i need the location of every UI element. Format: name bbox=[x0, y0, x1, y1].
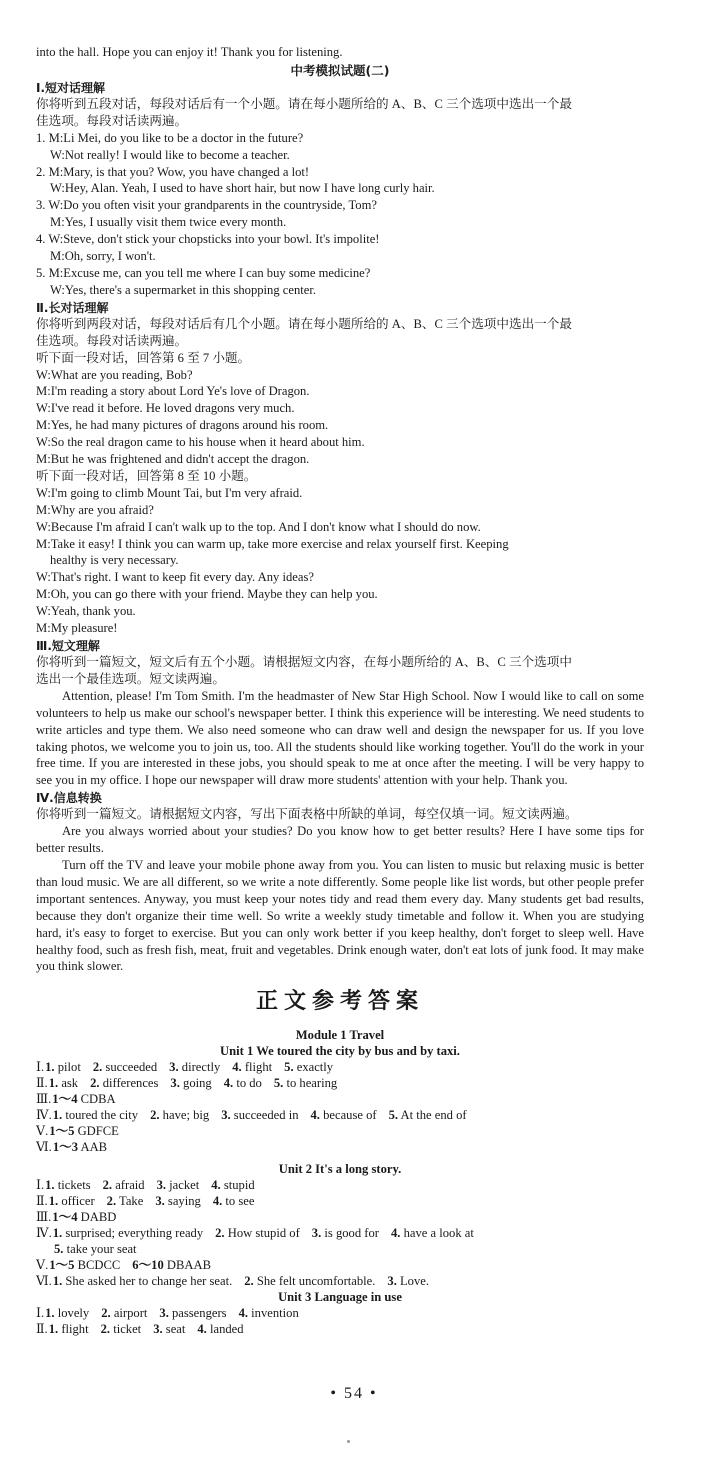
answers-title: 正文参考答案 bbox=[255, 989, 424, 1015]
dialogue-line: M:Oh, sorry, I won't. bbox=[50, 249, 156, 264]
section3-passage: Attention, please! I'm Tom Smith. I'm the headmaster of New Star High School. Now I would like to call on some volunteers to help us make our school's newspaper better. I think this experience will be interesting. We need students to write articles and type them. We also need someone who can draw well and design the newspaper for us. If you love taking photos, we welcome you to join us, too. All the students should like working together. You'll do the work in your free time. If you are interested in these jobs, you should speak to me at once after the meeting. I will be very happy to see you in my office. I hope our newspaper will draw more students' attention with your help. Thank you. bbox=[36, 688, 644, 788]
answer-item: 3. seat bbox=[153, 1322, 186, 1337]
dialogue-line: 2. M:Mary, is that you? Wow, you have changed a lot! bbox=[36, 164, 310, 179]
answer-row bbox=[36, 1139, 644, 1155]
dialogue-line: W:Because I'm afraid I can't walk up to the top. And I don't know what I should do now. bbox=[36, 519, 481, 534]
answer-item: 2. afraid bbox=[102, 1178, 145, 1193]
answer-item: 4. stupid bbox=[211, 1178, 255, 1193]
answer-item: 3. is good for bbox=[311, 1226, 379, 1241]
answer-item: 2. ticket bbox=[100, 1322, 142, 1337]
answer-item: 6～10 DBAAB bbox=[132, 1258, 211, 1273]
answer-row bbox=[36, 1075, 644, 1091]
dialogue-line: M:Take it easy! I think you can warm up, take more exercise and relax yourself first. Keeping bbox=[36, 536, 509, 551]
dialogue-line: W:Yes, there's a supermarket in this shopping center. bbox=[50, 282, 316, 297]
answer-item: 2. She felt uncomfortable. bbox=[244, 1274, 376, 1289]
answer-item: 3. passengers bbox=[159, 1306, 227, 1321]
section4-paragraph-1: Are you always worried about your studies? Do you know how to get better results? Here I have some tips for better results. bbox=[36, 824, 644, 856]
dialogue-line: W:What are you reading, Bob? bbox=[36, 367, 193, 382]
dialogue-line: 1. M:Li Mei, do you like to be a doctor in the future? bbox=[36, 130, 304, 145]
answer-item: 1. toured the city bbox=[52, 1108, 139, 1123]
section2-instruction-cont: 佳选项。每段对话读两遍。 bbox=[36, 333, 188, 348]
answer-row bbox=[36, 1193, 644, 1209]
section3-title: Ⅲ.短文理解 bbox=[36, 639, 100, 653]
unit1-answers bbox=[36, 1059, 644, 1155]
roman-numeral: Ⅱ. bbox=[36, 1194, 48, 1209]
section1-dialogues bbox=[36, 130, 644, 299]
answer-item: 5. to hearing bbox=[273, 1076, 338, 1091]
answer-row bbox=[36, 1209, 644, 1225]
answer-item: 4. invention bbox=[238, 1306, 299, 1321]
answer-item: 2. Take bbox=[106, 1194, 144, 1209]
roman-numeral: Ⅰ. bbox=[36, 1060, 45, 1075]
answer-item: 1～5 GDFCE bbox=[49, 1124, 119, 1139]
unit2-heading: Unit 2 It's a long story. bbox=[278, 1162, 402, 1177]
answer-item: 5. At the end of bbox=[388, 1108, 467, 1123]
dialogue-line: M:My pleasure! bbox=[36, 621, 118, 636]
unit3-heading: Unit 3 Language in use bbox=[278, 1290, 402, 1305]
dialogue-line: healthy is very necessary. bbox=[50, 553, 179, 568]
dialogue-line: W:I've read it before. He loved dragons very much. bbox=[36, 401, 295, 416]
answer-item: 3. succeeded in bbox=[221, 1108, 299, 1123]
answer-row bbox=[36, 1059, 644, 1075]
roman-numeral: Ⅵ. bbox=[36, 1274, 52, 1289]
dialogue-line: M:Yes, I usually visit them twice every month. bbox=[50, 215, 287, 230]
dialogue-line: M:Why are you afraid? bbox=[36, 502, 154, 517]
answer-item: 1. flight bbox=[48, 1322, 89, 1337]
unit1-heading: Unit 1 We toured the city by bus and by taxi. bbox=[220, 1044, 460, 1059]
answer-item: 2. have; big bbox=[150, 1108, 210, 1123]
answer-item: 1. She asked her to change her seat. bbox=[52, 1274, 233, 1289]
section4-instruction: 你将听到一篇短文。请根据短文内容，写出下面表格中所缺的单词，每空仅填一词。短文读两遍。 bbox=[36, 807, 578, 822]
dialogue-line: 4. W:Steve, don't stick your chopsticks into your bowl. It's impolite! bbox=[36, 232, 380, 247]
answer-item: 1～5 BCDCC bbox=[49, 1258, 121, 1273]
section2-dialogues bbox=[36, 350, 644, 637]
document-page bbox=[36, 44, 644, 1337]
dialogue-line: W:That's right. I want to keep fit every day. Any ideas? bbox=[36, 570, 314, 585]
answer-row bbox=[36, 1091, 644, 1107]
dialogue-line: 听下面一段对话，回答第 8 至 10 小题。 bbox=[36, 468, 257, 483]
answer-item: 3. saying bbox=[155, 1194, 201, 1209]
scan-speck bbox=[347, 1440, 350, 1443]
answer-item: 1. surprised; everything ready bbox=[52, 1226, 204, 1241]
dialogue-line: M:Yes, he had many pictures of dragons around his room. bbox=[36, 418, 329, 433]
answer-row bbox=[36, 1225, 644, 1241]
answer-item: 3. Love. bbox=[387, 1274, 430, 1289]
dialogue-line: M:Oh, you can go there with your friend. Maybe they can help you. bbox=[36, 587, 378, 602]
dialogue-line: W:Not really! I would like to become a teacher. bbox=[50, 147, 290, 162]
answer-item: 1～3 AAB bbox=[52, 1140, 108, 1155]
answer-item: 1～4 CDBA bbox=[52, 1092, 116, 1107]
answer-item: 2. succeeded bbox=[92, 1060, 158, 1075]
answer-item: 2. airport bbox=[101, 1306, 148, 1321]
dialogue-line: W:Hey, Alan. Yeah, I used to have short hair, but now I have long curly hair. bbox=[50, 181, 435, 196]
answer-item: 4. to see bbox=[212, 1194, 255, 1209]
answer-row bbox=[36, 1177, 644, 1193]
answer-item: 4. because of bbox=[310, 1108, 377, 1123]
roman-numeral: Ⅵ. bbox=[36, 1140, 52, 1155]
dialogue-line: 5. M:Excuse me, can you tell me where I can buy some medicine? bbox=[36, 265, 371, 280]
answer-row bbox=[36, 1123, 644, 1139]
unit3-answers bbox=[36, 1305, 644, 1337]
answer-row bbox=[36, 1241, 644, 1257]
dialogue-line: 听下面一段对话，回答第 6 至 7 小题。 bbox=[36, 350, 251, 365]
answer-item: 3. directly bbox=[169, 1060, 221, 1075]
dialogue-line: W:Yeah, thank you. bbox=[36, 604, 136, 619]
section4-title: Ⅳ.信息转换 bbox=[36, 791, 102, 806]
section2-instruction: 你将听到两段对话，每段对话后有几个小题。请在每小题所给的 A、B、C 三个选项中选出一个最 bbox=[36, 316, 572, 331]
answer-item: 5. exactly bbox=[284, 1060, 334, 1075]
section2-title: Ⅱ.长对话理解 bbox=[36, 300, 109, 315]
answer-item: 4. to do bbox=[223, 1076, 262, 1091]
roman-numeral: Ⅳ. bbox=[36, 1226, 52, 1241]
unit2-answers bbox=[36, 1177, 644, 1289]
dialogue-line: W:I'm going to climb Mount Tai, but I'm very afraid. bbox=[36, 485, 303, 500]
answer-item: 3. going bbox=[170, 1076, 212, 1091]
section1-title: Ⅰ.短对话理解 bbox=[36, 80, 106, 95]
intro-line: into the hall. Hope you can enjoy it! Thank you for listening. bbox=[36, 45, 343, 59]
dialogue-line: M:But he was frightened and didn't accept the dragon. bbox=[36, 452, 310, 467]
answer-item: 1～4 DABD bbox=[52, 1210, 117, 1225]
section4-paragraph-2: Turn off the TV and leave your mobile phone away from you. You can listen to music but relaxing music is better than loud music. We are all different, so we write a note differently. Some people like list words, but other people prefer important sentences. Anyway, you must keep your notes tidy and read them every day. Many students get bad results, because they don't organize their time well. So write a weekly study timetable and follow it. When you are studying hard, it's easy to forget to exercise. But you can only work better if you keep healthy, don't forget to sleep well. Have healthy food, such as fresh fish, meat, fruit and vegetables. Drink enough water, don't eat lots of junk food. It may make you think slower. bbox=[36, 857, 644, 974]
roman-numeral: Ⅴ. bbox=[36, 1124, 49, 1139]
answer-item: 3. jacket bbox=[156, 1178, 200, 1193]
answer-item: 4. landed bbox=[197, 1322, 244, 1337]
dialogue-line: W:So the real dragon came to his house when it heard about him. bbox=[36, 435, 365, 450]
dialogue-line: M:I'm reading a story about Lord Ye's love of Dragon. bbox=[36, 384, 310, 399]
answer-item: 2. How stupid of bbox=[215, 1226, 300, 1241]
roman-numeral: Ⅲ. bbox=[36, 1092, 52, 1107]
answer-item: 1. pilot bbox=[45, 1060, 81, 1075]
answer-item: 1. officer bbox=[48, 1194, 95, 1209]
section3-instruction: 你将听到一篇短文，短文后有五个小题。请根据短文内容，在每小题所给的 A、B、C 三个选项中 bbox=[36, 655, 572, 669]
answer-item: 2. differences bbox=[90, 1076, 159, 1091]
roman-numeral: Ⅲ. bbox=[36, 1210, 52, 1225]
answer-item: 5. take your seat bbox=[54, 1242, 137, 1257]
dialogue-line: 3. W:Do you often visit your grandparents in the countryside, Tom? bbox=[36, 198, 377, 213]
answer-row bbox=[36, 1305, 644, 1321]
answer-item: 1. tickets bbox=[45, 1178, 91, 1193]
section1-instruction: 你将听到五段对话，每段对话后有一个小题。请在每小题所给的 A、B、C 三个选项中选出一个最 bbox=[36, 96, 572, 111]
answer-item: 1. ask bbox=[48, 1076, 79, 1091]
mock-exam-title: 中考模拟试题(二) bbox=[290, 62, 390, 78]
roman-numeral: Ⅰ. bbox=[36, 1178, 45, 1193]
module-heading: Module 1 Travel bbox=[295, 1028, 385, 1043]
roman-numeral: Ⅱ. bbox=[36, 1076, 48, 1091]
section1-instruction-cont: 佳选项。每段对话读两遍。 bbox=[36, 113, 188, 128]
answer-row bbox=[36, 1107, 644, 1123]
answer-item: 4. flight bbox=[232, 1060, 273, 1075]
answer-item: 1. lovely bbox=[45, 1306, 90, 1321]
answer-item: 4. have a look at bbox=[390, 1226, 474, 1241]
answer-row bbox=[36, 1321, 644, 1337]
answer-row bbox=[36, 1273, 644, 1289]
page-number: • 54 • bbox=[330, 1385, 378, 1402]
roman-numeral: Ⅳ. bbox=[36, 1108, 52, 1123]
roman-numeral: Ⅴ. bbox=[36, 1258, 49, 1273]
roman-numeral: Ⅰ. bbox=[36, 1306, 45, 1321]
roman-numeral: Ⅱ. bbox=[36, 1322, 48, 1337]
section3-instruction-cont: 选出一个最佳选项。短文读两遍。 bbox=[36, 671, 225, 686]
answer-row bbox=[36, 1257, 644, 1273]
